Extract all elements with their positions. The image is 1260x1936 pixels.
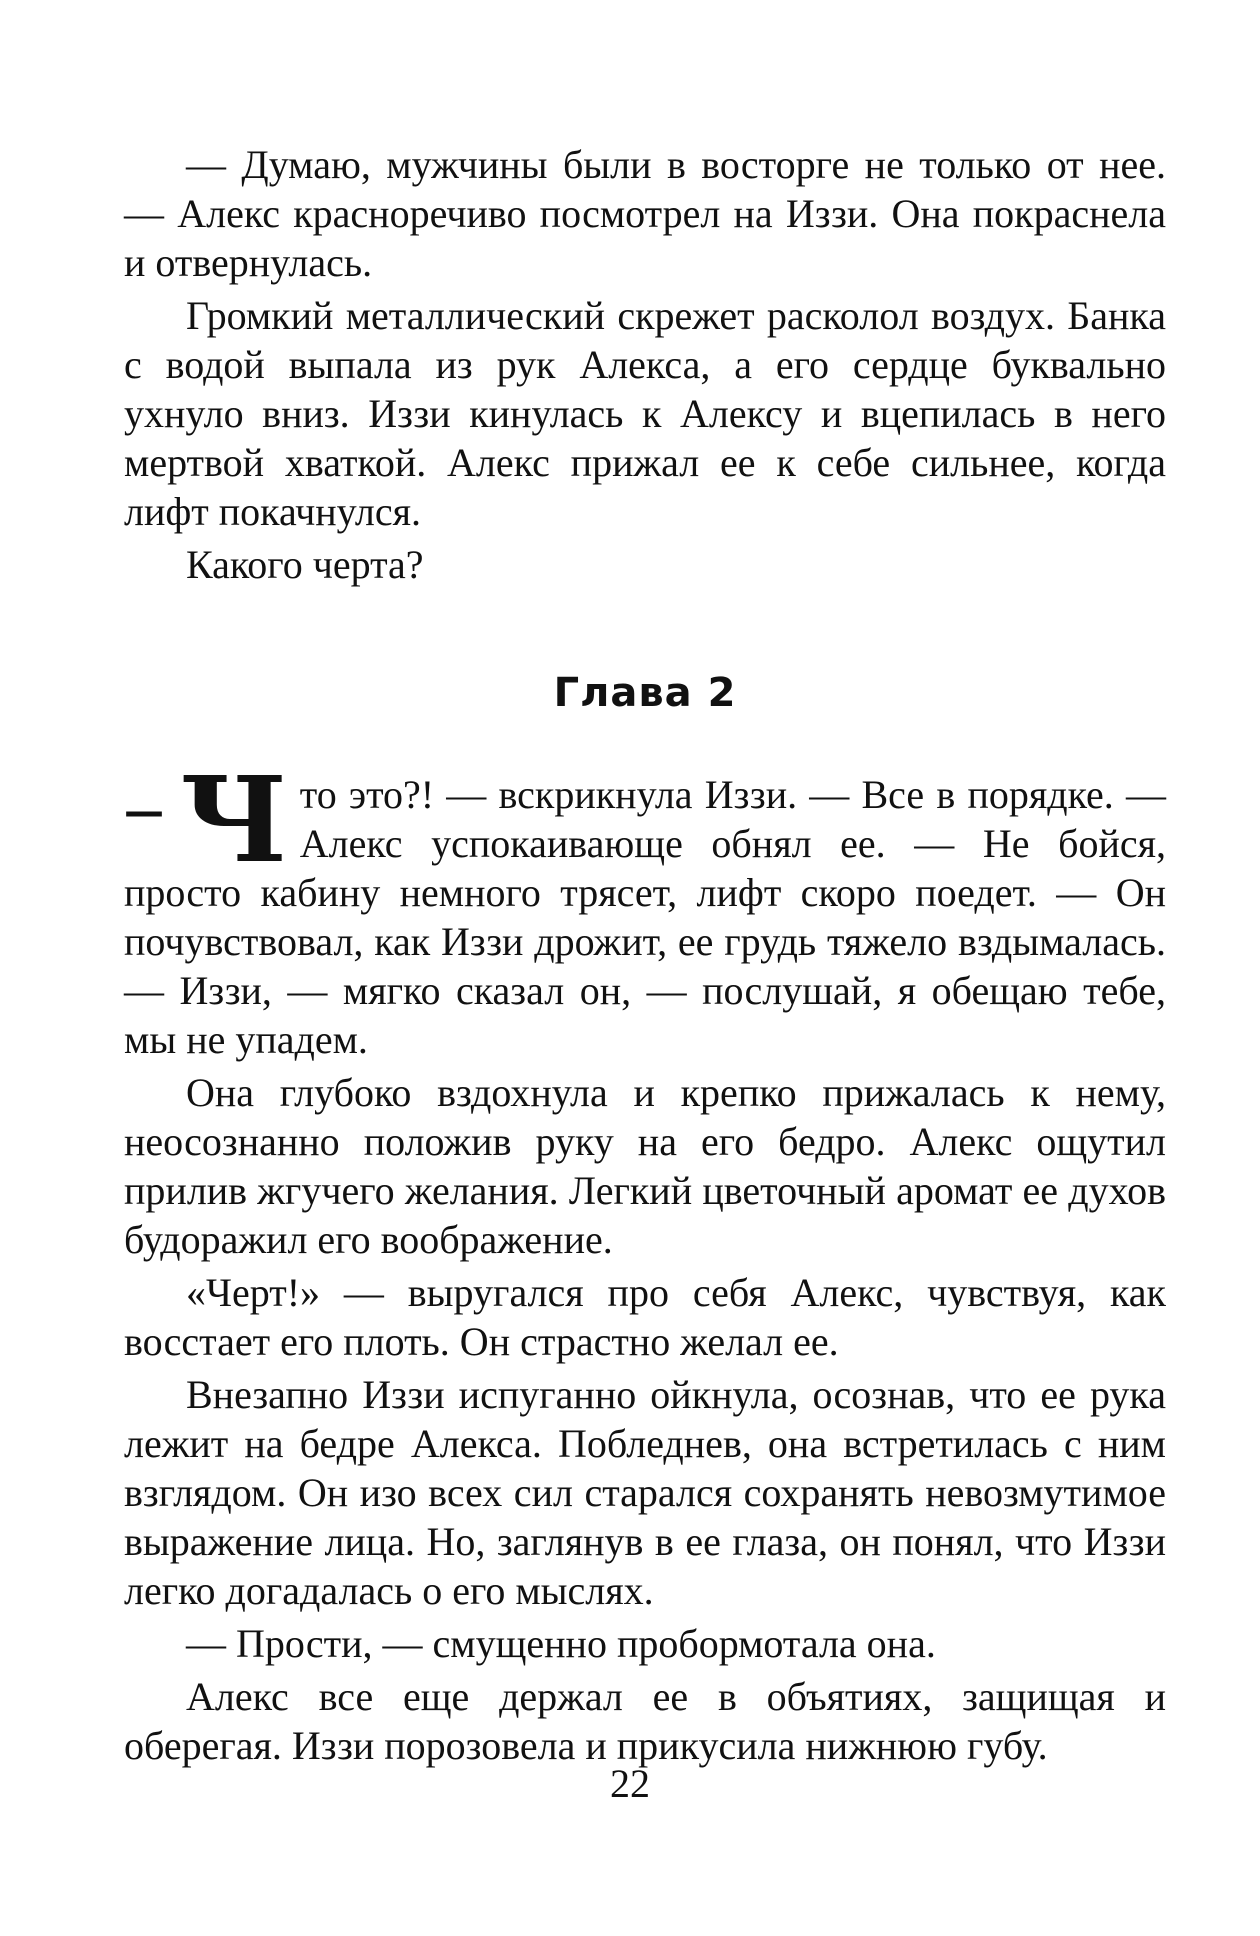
- paragraph: — Думаю, мужчины были в восторге не только от нее. — Алекс красноречиво посмотрел на Иззи. Она покраснела и отвернулась.: [124, 142, 1166, 285]
- lead-dash: —: [124, 789, 164, 835]
- chapter-first-paragraph: [124, 750, 1166, 1064]
- continuation-text: [124, 140, 1166, 593]
- paragraph: Она глубоко вздохнула и крепко прижалась к нему, неосознанно положив руку на его бедро. Алекс ощутил прилив жгучего желания. Легкий цветочный аромат ее духов будоражил его воображение.: [124, 1070, 1166, 1262]
- paragraph: Какого черта?: [186, 542, 424, 587]
- chapter-text: [124, 750, 1166, 1774]
- chapter-heading: Глава 2: [553, 670, 737, 716]
- page-number: 22: [610, 1761, 650, 1806]
- drop-cap: Ч: [180, 750, 288, 889]
- paragraph: «Черт!» — выругался про себя Алекс, чувствуя, как восстает его плоть. Он страстно желал ее.: [124, 1270, 1166, 1364]
- paragraph: — Прости, — смущенно пробормотала она.: [186, 1621, 936, 1666]
- paragraph: Внезапно Иззи испуганно ойкнула, осознав, что ее рука лежит на бедре Алекса. Побледнев, она встретилась с ним взглядом. Он изо всех сил старался сохранять невозмутимое выражение лица. Но, заглянув в ее глаза, он понял, что Иззи легко догадалась о его мыслях.: [124, 1372, 1166, 1613]
- paragraph: Алекс все еще держал ее в объятиях, защищая и оберегая. Иззи порозовела и прикусила нижнюю губу.: [124, 1674, 1166, 1768]
- first-paragraph-text: то это?! — вскрикнула Иззи. — Все в порядке. — Алекс успокаивающе обнял ее. — Не бойся, просто кабину немного трясет, лифт скоро поедет. — Он почувствовал, как Иззи дрожит, ее грудь тяжело вздымалась. — Иззи, — мягко сказал он, — послушай, я обещаю тебе, мы не упадем.: [124, 772, 1166, 1062]
- paragraph: Громкий металлический скрежет расколол воздух. Банка с водой выпала из рук Алекса, а его сердце буквально ухнуло вниз. Иззи кинулась к Алексу и вцепилась в него мертвой хваткой. Алекс прижал ее к себе сильнее, когда лифт покачнулся.: [124, 293, 1166, 534]
